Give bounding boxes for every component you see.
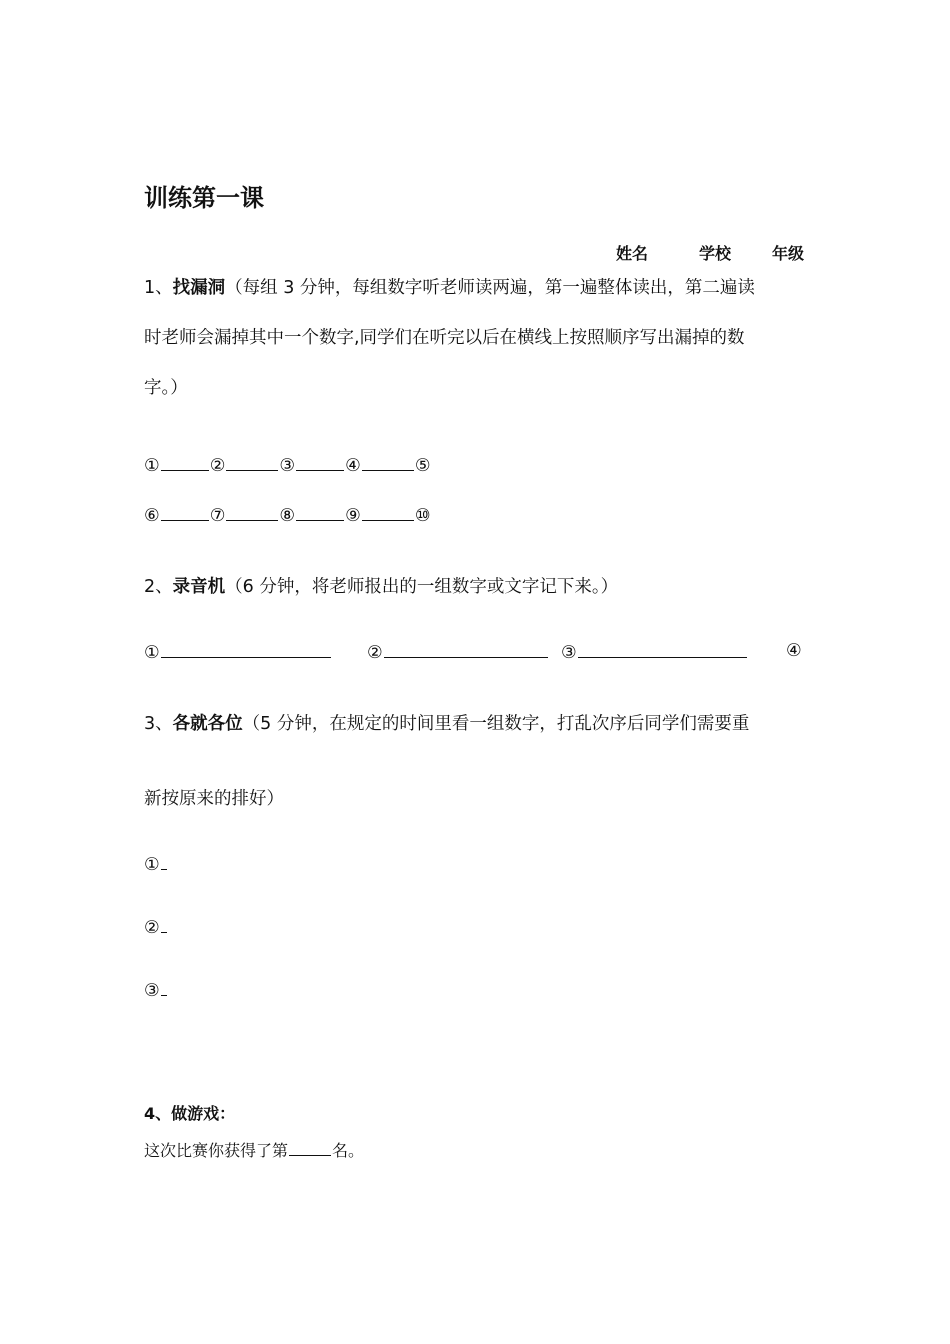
answer-marker: ⑨ bbox=[345, 506, 361, 526]
answer-blank[interactable] bbox=[161, 851, 167, 870]
answer-blank[interactable] bbox=[362, 502, 414, 521]
section-1-line-1 bbox=[144, 276, 755, 300]
section-2-item-1 bbox=[144, 639, 332, 665]
rank-suffix: 名。 bbox=[332, 1141, 365, 1160]
answer-marker: ⑦ bbox=[209, 506, 226, 526]
section-3-desc-1: （5 分钟，在规定的时间里看一组数字，打乱次序后同学们需要重 bbox=[242, 714, 750, 734]
name-label: 姓名 bbox=[616, 244, 649, 263]
section-1-line-2: 时老师会漏掉其中一个数字,同学们在听完以后在横线上按照顺序写出漏掉的数 bbox=[144, 328, 745, 348]
section-2-line bbox=[144, 575, 618, 599]
answer-blank[interactable] bbox=[226, 502, 278, 521]
answer-blank[interactable] bbox=[384, 639, 548, 658]
section-3-item-1 bbox=[144, 851, 168, 877]
section-3-number: 3、 bbox=[144, 714, 173, 734]
section-2-item-4 bbox=[786, 639, 802, 663]
section-1-answer-row-2 bbox=[144, 502, 431, 528]
answer-marker: ① bbox=[144, 456, 160, 476]
answer-marker: ① bbox=[144, 643, 160, 663]
section-2-heading: 录音机 bbox=[172, 577, 226, 597]
section-2-item-3 bbox=[561, 639, 748, 665]
section-2-item-2 bbox=[367, 639, 549, 665]
answer-marker: ③ bbox=[279, 456, 296, 476]
answer-marker: ⑧ bbox=[279, 506, 296, 526]
page-title: 训练第一课 bbox=[144, 184, 264, 212]
answer-blank[interactable] bbox=[362, 452, 414, 471]
answer-marker: ③ bbox=[561, 643, 577, 663]
answer-blank[interactable] bbox=[161, 914, 167, 933]
answer-marker: ① bbox=[144, 855, 160, 875]
section-3-line-1 bbox=[144, 712, 749, 736]
answer-marker: ⑥ bbox=[144, 506, 160, 526]
section-4-heading: 4、做游戏： bbox=[144, 1104, 236, 1123]
answer-blank[interactable] bbox=[226, 452, 278, 471]
section-2-number: 2、 bbox=[144, 577, 173, 597]
section-2-desc: （6 分钟，将老师报出的一组数字或文字记下来。） bbox=[225, 577, 619, 597]
section-1-number: 1、 bbox=[144, 278, 173, 298]
section-1-heading: 找漏洞 bbox=[172, 278, 226, 298]
rank-blank[interactable] bbox=[289, 1139, 331, 1156]
answer-marker: ④ bbox=[345, 456, 361, 476]
answer-blank[interactable] bbox=[578, 639, 747, 658]
answer-blank[interactable] bbox=[161, 639, 331, 658]
section-1-answer-row-1 bbox=[144, 452, 431, 478]
grade-label: 年级 bbox=[772, 244, 805, 263]
section-1-line-3: 字。） bbox=[144, 378, 188, 398]
answer-marker: ④ bbox=[786, 641, 802, 661]
answer-blank[interactable] bbox=[161, 502, 209, 521]
section-1-desc-1: （每组 3 分钟，每组数字听老师读两遍，第一遍整体读出，第二遍读 bbox=[225, 278, 755, 298]
answer-blank[interactable] bbox=[161, 452, 209, 471]
answer-blank[interactable] bbox=[161, 977, 167, 996]
school-label: 学校 bbox=[699, 244, 732, 263]
answer-marker: ⑩ bbox=[414, 506, 431, 526]
section-3-line-2: 新按原来的排好） bbox=[144, 789, 284, 809]
answer-marker: ⑤ bbox=[414, 456, 431, 476]
answer-marker: ③ bbox=[144, 981, 160, 1001]
rank-prefix: 这次比赛你获得了第 bbox=[144, 1141, 289, 1160]
section-3-item-3 bbox=[144, 977, 168, 1003]
answer-blank[interactable] bbox=[296, 502, 344, 521]
section-3-heading: 各就各位 bbox=[172, 714, 243, 734]
answer-marker: ② bbox=[144, 918, 160, 938]
answer-marker: ② bbox=[209, 456, 226, 476]
answer-blank[interactable] bbox=[296, 452, 344, 471]
answer-marker: ② bbox=[367, 643, 383, 663]
section-3-item-2 bbox=[144, 914, 168, 940]
section-4-line bbox=[144, 1138, 364, 1161]
